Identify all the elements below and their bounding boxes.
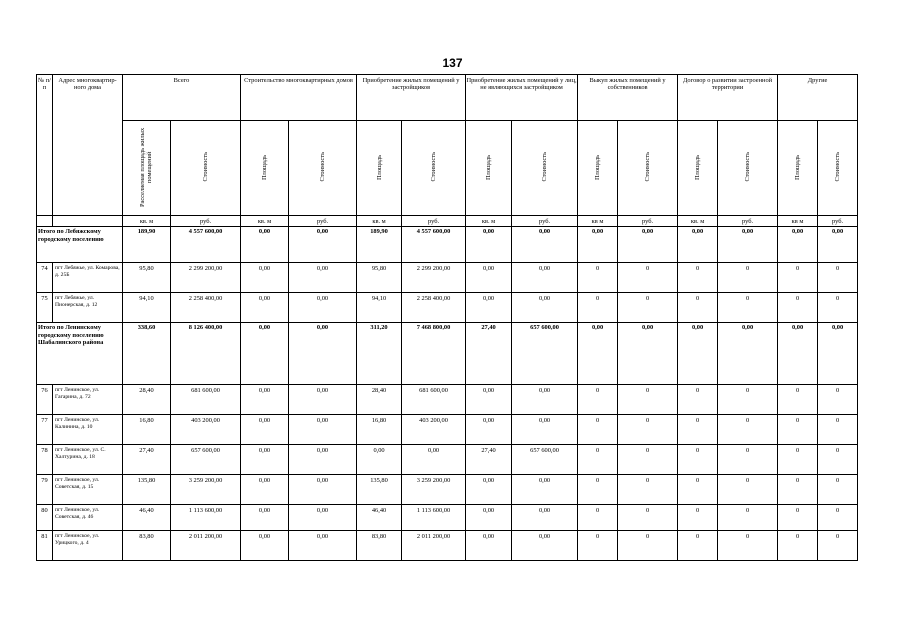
value-cell: 0,00 <box>466 531 512 561</box>
header-other: Другие <box>778 75 858 121</box>
value-cell: 311,20 <box>357 323 402 385</box>
value-cell: 0 <box>778 385 818 415</box>
subheader-area: Площадь <box>357 121 402 216</box>
value-cell: 0 <box>718 293 778 323</box>
row-number: 78 <box>37 445 53 475</box>
value-cell: 1 113 600,00 <box>402 505 466 531</box>
unit-cell: руб. <box>718 216 778 227</box>
value-cell: 681 600,00 <box>171 385 241 415</box>
unit-cell: кв. м <box>123 216 171 227</box>
subheader-cost: Стоимость <box>818 121 858 216</box>
value-cell: 0,00 <box>618 323 678 385</box>
value-cell: 338,60 <box>123 323 171 385</box>
value-cell: 95,80 <box>123 263 171 293</box>
value-cell: 2 011 200,00 <box>171 531 241 561</box>
value-cell: 0,00 <box>241 293 289 323</box>
value-cell: 94,10 <box>123 293 171 323</box>
header-address: Адрес многоквартир-ного дома <box>53 75 123 216</box>
value-cell: 83,80 <box>357 531 402 561</box>
value-cell: 0 <box>778 475 818 505</box>
value-cell: 0,00 <box>241 505 289 531</box>
value-cell: 4 557 600,00 <box>402 227 466 263</box>
table-row <box>37 263 858 293</box>
value-cell: 135,80 <box>123 475 171 505</box>
subheader-cost: Стоимость <box>618 121 678 216</box>
table-row <box>37 475 858 505</box>
value-cell: 0,00 <box>289 263 357 293</box>
row-address: пгт Ленинское, ул. Советская, д. 15 <box>53 475 123 505</box>
value-cell: 46,40 <box>123 505 171 531</box>
row-address: пгт Ленинское, ул. Урицкого, д. 4 <box>53 531 123 561</box>
value-cell: 27,40 <box>466 445 512 475</box>
value-cell: 0 <box>718 415 778 445</box>
header-no: № п/п <box>37 75 53 216</box>
value-cell: 0 <box>678 263 718 293</box>
value-cell: 3 259 200,00 <box>171 475 241 505</box>
value-cell: 0,00 <box>357 445 402 475</box>
row-address: пгт Лебяжье, ул. Комарова, д. 25Б <box>53 263 123 293</box>
value-cell: 0 <box>778 293 818 323</box>
value-cell: 0 <box>778 531 818 561</box>
header-purchase-non-developers: Приобретение жилых помещений у лиц, не являющихся застройщиком <box>466 75 578 121</box>
value-cell: 0 <box>618 475 678 505</box>
value-cell: 0,00 <box>512 263 578 293</box>
row-number: 76 <box>37 385 53 415</box>
value-cell: 657 600,00 <box>512 445 578 475</box>
value-cell: 0 <box>578 531 618 561</box>
value-cell: 0,00 <box>512 293 578 323</box>
value-cell: 0,00 <box>718 323 778 385</box>
value-cell: 0 <box>818 415 858 445</box>
table-row <box>37 531 858 561</box>
value-cell: 0 <box>818 505 858 531</box>
value-cell: 0,00 <box>778 227 818 263</box>
value-cell: 0,00 <box>402 445 466 475</box>
value-cell: 0,00 <box>512 531 578 561</box>
unit-cell: кв м <box>778 216 818 227</box>
value-cell: 0,00 <box>289 227 357 263</box>
value-cell: 0,00 <box>578 323 618 385</box>
value-cell: 0,00 <box>289 323 357 385</box>
value-cell: 83,80 <box>123 531 171 561</box>
units-blank <box>53 216 123 227</box>
value-cell: 4 557 600,00 <box>171 227 241 263</box>
value-cell: 0,00 <box>241 445 289 475</box>
value-cell: 0,00 <box>778 323 818 385</box>
value-cell: 27,40 <box>123 445 171 475</box>
value-cell: 0,00 <box>289 531 357 561</box>
subheader-cost: Стоимость <box>718 121 778 216</box>
value-cell: 0,00 <box>289 505 357 531</box>
unit-cell: руб. <box>289 216 357 227</box>
value-cell: 0 <box>678 445 718 475</box>
subtotal-row <box>37 323 858 385</box>
value-cell: 0,00 <box>512 505 578 531</box>
value-cell: 0,00 <box>466 263 512 293</box>
value-cell: 7 468 800,00 <box>402 323 466 385</box>
unit-cell: руб. <box>171 216 241 227</box>
value-cell: 0,00 <box>241 385 289 415</box>
value-cell: 0 <box>578 505 618 531</box>
table-row <box>37 505 858 531</box>
value-cell: 0,00 <box>241 227 289 263</box>
value-cell: 0,00 <box>578 227 618 263</box>
value-cell: 0,00 <box>466 385 512 415</box>
value-cell: 189,90 <box>357 227 402 263</box>
table-row <box>37 445 858 475</box>
value-cell: 0 <box>818 293 858 323</box>
value-cell: 46,40 <box>357 505 402 531</box>
value-cell: 0,00 <box>466 227 512 263</box>
unit-cell: кв. м <box>466 216 512 227</box>
value-cell: 0,00 <box>241 323 289 385</box>
value-cell: 0 <box>818 445 858 475</box>
value-cell: 0,00 <box>818 323 858 385</box>
value-cell: 0 <box>618 385 678 415</box>
value-cell: 0 <box>618 505 678 531</box>
value-cell: 0 <box>618 415 678 445</box>
value-cell: 0,00 <box>512 415 578 445</box>
value-cell: 189,90 <box>123 227 171 263</box>
value-cell: 0 <box>718 505 778 531</box>
row-address: пгт Ленинское, ул. Советская, д. 46 <box>53 505 123 531</box>
value-cell: 0 <box>578 415 618 445</box>
value-cell: 0 <box>678 531 718 561</box>
unit-cell: кв. м <box>678 216 718 227</box>
subheader-area: Площадь <box>678 121 718 216</box>
value-cell: 0 <box>678 505 718 531</box>
value-cell: 657 600,00 <box>171 445 241 475</box>
value-cell: 0,00 <box>678 227 718 263</box>
header-total: Всего <box>123 75 241 121</box>
value-cell: 0,00 <box>466 415 512 445</box>
subheader-area: Площадь <box>778 121 818 216</box>
value-cell: 0 <box>778 505 818 531</box>
value-cell: 0 <box>818 263 858 293</box>
subheader-area: Площадь <box>466 121 512 216</box>
page-number: 137 <box>442 56 463 70</box>
row-number: 80 <box>37 505 53 531</box>
subheader-area: Площадь <box>578 121 618 216</box>
value-cell: 27,40 <box>466 323 512 385</box>
units-blank <box>37 216 53 227</box>
subheader-row <box>37 121 858 216</box>
value-cell: 2 258 400,00 <box>171 293 241 323</box>
value-cell: 0,00 <box>241 263 289 293</box>
unit-cell: руб. <box>402 216 466 227</box>
subheader-cost: Стоимость <box>289 121 357 216</box>
value-cell: 28,40 <box>123 385 171 415</box>
value-cell: 1 113 600,00 <box>171 505 241 531</box>
value-cell: 0,00 <box>241 415 289 445</box>
row-number: 79 <box>37 475 53 505</box>
value-cell: 0,00 <box>678 323 718 385</box>
value-cell: 0 <box>578 385 618 415</box>
value-cell: 0,00 <box>618 227 678 263</box>
row-number: 74 <box>37 263 53 293</box>
value-cell: 0,00 <box>466 475 512 505</box>
value-cell: 0,00 <box>289 385 357 415</box>
value-cell: 94,10 <box>357 293 402 323</box>
value-cell: 0 <box>618 293 678 323</box>
value-cell: 0 <box>718 531 778 561</box>
header-buyout: Выкуп жилых помещений у собственников <box>578 75 678 121</box>
units-row <box>37 216 858 227</box>
value-cell: 0 <box>678 475 718 505</box>
value-cell: 0 <box>778 263 818 293</box>
row-address: пгт Лебяжье, ул. Пионерская, д. 12 <box>53 293 123 323</box>
value-cell: 0,00 <box>818 227 858 263</box>
value-cell: 0,00 <box>241 531 289 561</box>
table-row <box>37 415 858 445</box>
unit-cell: кв. м <box>241 216 289 227</box>
value-cell: 0,00 <box>241 475 289 505</box>
unit-cell: руб. <box>818 216 858 227</box>
value-cell: 0 <box>578 263 618 293</box>
value-cell: 95,80 <box>357 263 402 293</box>
subheader-area: Площадь <box>241 121 289 216</box>
value-cell: 0 <box>618 445 678 475</box>
value-cell: 403 200,00 <box>402 415 466 445</box>
subtotal-row <box>37 227 858 263</box>
subtotal-label: Итого по Лебяжскому городскому поселению <box>37 227 123 263</box>
subheader-cost: Стоимость <box>402 121 466 216</box>
value-cell: 0,00 <box>289 475 357 505</box>
value-cell: 0 <box>818 475 858 505</box>
unit-cell: руб. <box>618 216 678 227</box>
value-cell: 0 <box>718 475 778 505</box>
row-address: пгт Ленинское, ул. Калинина, д. 10 <box>53 415 123 445</box>
header-construction: Строительство многоквартирных домов <box>241 75 357 121</box>
value-cell: 0 <box>578 445 618 475</box>
header-purchase-developers: Приобретение жилых помещений у застройщиков <box>357 75 466 121</box>
subtotal-label: Итого по Ленинскому городскому поселению Шабалинского района <box>37 323 123 385</box>
unit-cell: руб. <box>512 216 578 227</box>
subheader-cost: Стоимость <box>171 121 241 216</box>
value-cell: 681 600,00 <box>402 385 466 415</box>
value-cell: 0,00 <box>718 227 778 263</box>
header-territory-development: Договор о развитии застроенной территории <box>678 75 778 121</box>
header-row <box>37 75 858 121</box>
value-cell: 0,00 <box>512 227 578 263</box>
value-cell: 0,00 <box>512 385 578 415</box>
value-cell: 0 <box>618 263 678 293</box>
row-number: 81 <box>37 531 53 561</box>
value-cell: 2 258 400,00 <box>402 293 466 323</box>
row-address: пгт Ленинское, ул. Гагарина, д. 72 <box>53 385 123 415</box>
value-cell: 0 <box>718 385 778 415</box>
value-cell: 16,80 <box>357 415 402 445</box>
value-cell: 0 <box>678 293 718 323</box>
subheader-cost: Стоимость <box>512 121 578 216</box>
value-cell: 0 <box>678 385 718 415</box>
value-cell: 16,80 <box>123 415 171 445</box>
value-cell: 403 200,00 <box>171 415 241 445</box>
value-cell: 0,00 <box>289 445 357 475</box>
value-cell: 0 <box>818 531 858 561</box>
value-cell: 3 259 200,00 <box>402 475 466 505</box>
value-cell: 0 <box>678 415 718 445</box>
value-cell: 28,40 <box>357 385 402 415</box>
value-cell: 0 <box>618 531 678 561</box>
row-number: 75 <box>37 293 53 323</box>
value-cell: 0,00 <box>512 475 578 505</box>
value-cell: 0 <box>818 385 858 415</box>
unit-cell: кв м <box>578 216 618 227</box>
table-row <box>37 385 858 415</box>
value-cell: 0 <box>778 415 818 445</box>
value-cell: 2 011 200,00 <box>402 531 466 561</box>
value-cell: 2 299 200,00 <box>402 263 466 293</box>
value-cell: 0 <box>778 445 818 475</box>
unit-cell: кв. м <box>357 216 402 227</box>
value-cell: 657 600,00 <box>512 323 578 385</box>
value-cell: 0,00 <box>466 505 512 531</box>
value-cell: 135,80 <box>357 475 402 505</box>
value-cell: 0 <box>578 293 618 323</box>
value-cell: 8 126 400,00 <box>171 323 241 385</box>
row-address: пгт Ленинское, ул. С. Халтурина, д. 18 <box>53 445 123 475</box>
value-cell: 0 <box>578 475 618 505</box>
value-cell: 0 <box>718 445 778 475</box>
value-cell: 0 <box>718 263 778 293</box>
row-number: 77 <box>37 415 53 445</box>
table-row <box>37 293 858 323</box>
subheader-resettled-area: Расселяемая площадь жилых помещений <box>123 121 171 216</box>
resettlement-table <box>36 74 858 561</box>
value-cell: 0,00 <box>466 293 512 323</box>
value-cell: 0,00 <box>289 415 357 445</box>
value-cell: 2 299 200,00 <box>171 263 241 293</box>
value-cell: 0,00 <box>289 293 357 323</box>
